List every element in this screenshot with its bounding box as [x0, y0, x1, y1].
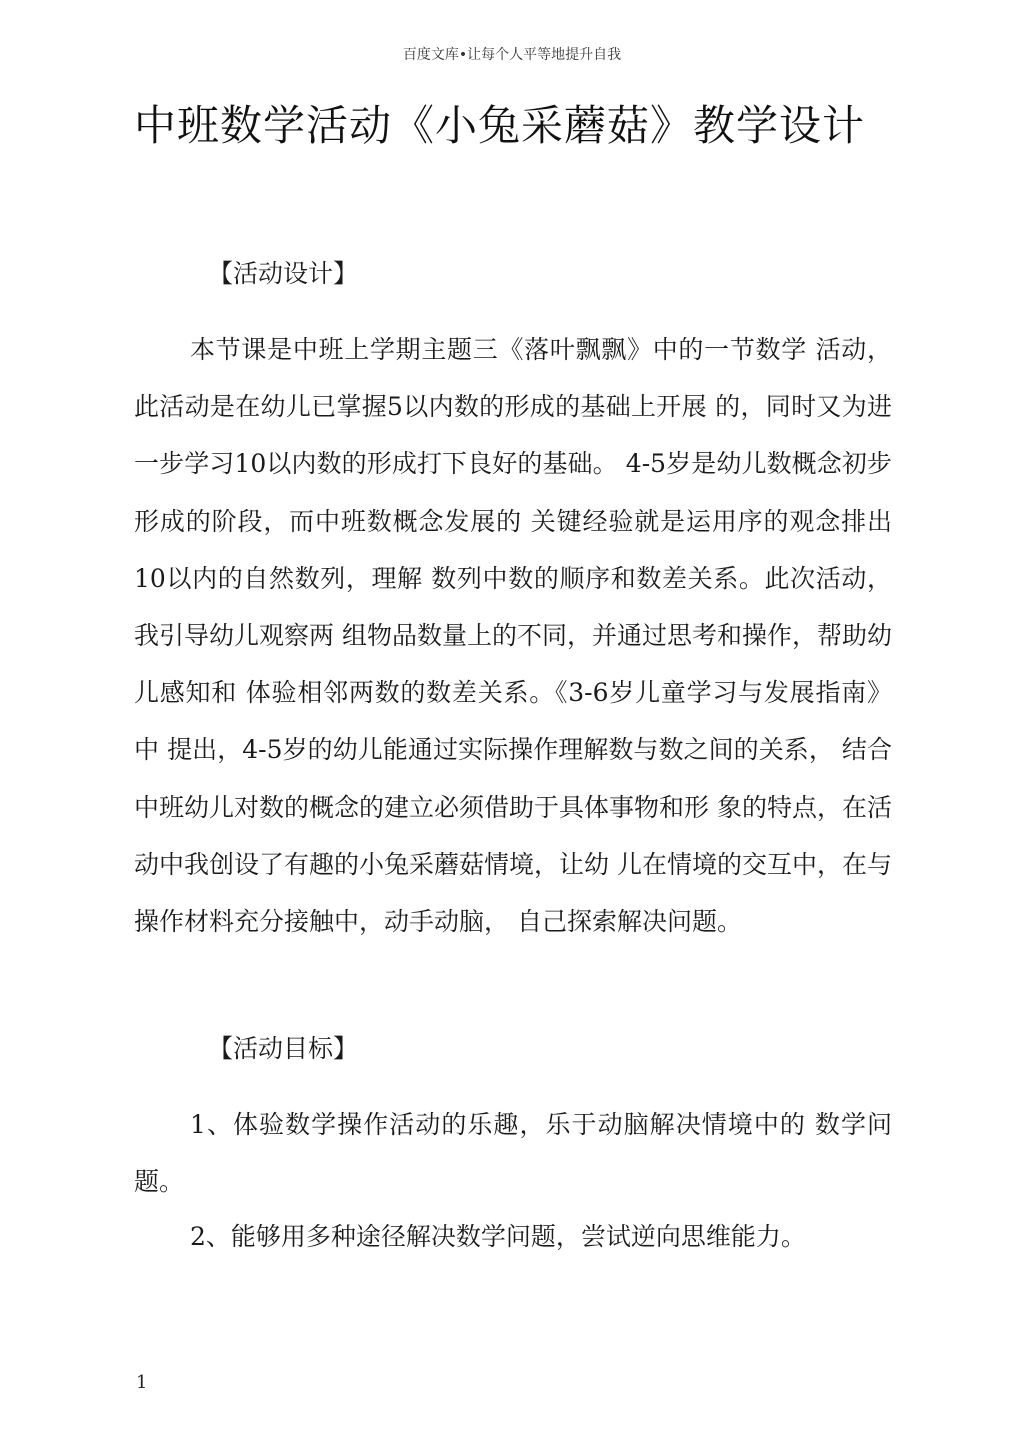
design-paragraph: 本节课是中班上学期主题三《落叶飘飘》中的一节数学 活动，此活动是在幼儿已掌握5以内数的形成的基础上开展 的，同时又为进一步学习10以内数的形成打下良好的基础。 4-5岁是幼儿数概念初步形成的阶段，而中班数概念发展的 关键经验就是运用序的观念排出10以内的自然数列，理解 数列中数的顺序和数差关系。此次活动，我引导幼儿观察两 组物品数量上的不同，并通过思考和操作，帮助幼儿感知和 体验相邻两数的数差关系。《3-6岁儿童学习与发展指南》中 提出，4-5岁的幼儿能通过实际操作理解数与数之间的关系， 结合中班幼儿对数的概念的建立必须借助于具体事物和形 象的特点，在活动中我创设了有趣的小兔采蘑菇情境，让幼 儿在情境的交互中，在与操作材料充分接触中，动手动脑， 自己探索解决问题。	[134, 335, 892, 937]
goal-item-2: 2、能够用多种途径解决数学问题，尝试逆向思维能力。	[190, 1222, 806, 1251]
page-number: 1	[136, 1372, 148, 1393]
document-title: 中班数学活动《小兔采蘑菇》教学设计	[134, 101, 866, 150]
goal-item-1: 1、体验数学操作活动的乐趣，乐于动脑解决情境中的 数学问题。	[134, 1110, 892, 1196]
section-heading-goals: 【活动目标】	[208, 1034, 359, 1063]
section-heading-design: 【活动设计】	[208, 259, 359, 288]
page-header: 百度文库•让每个人平等地提升自我	[402, 47, 622, 63]
